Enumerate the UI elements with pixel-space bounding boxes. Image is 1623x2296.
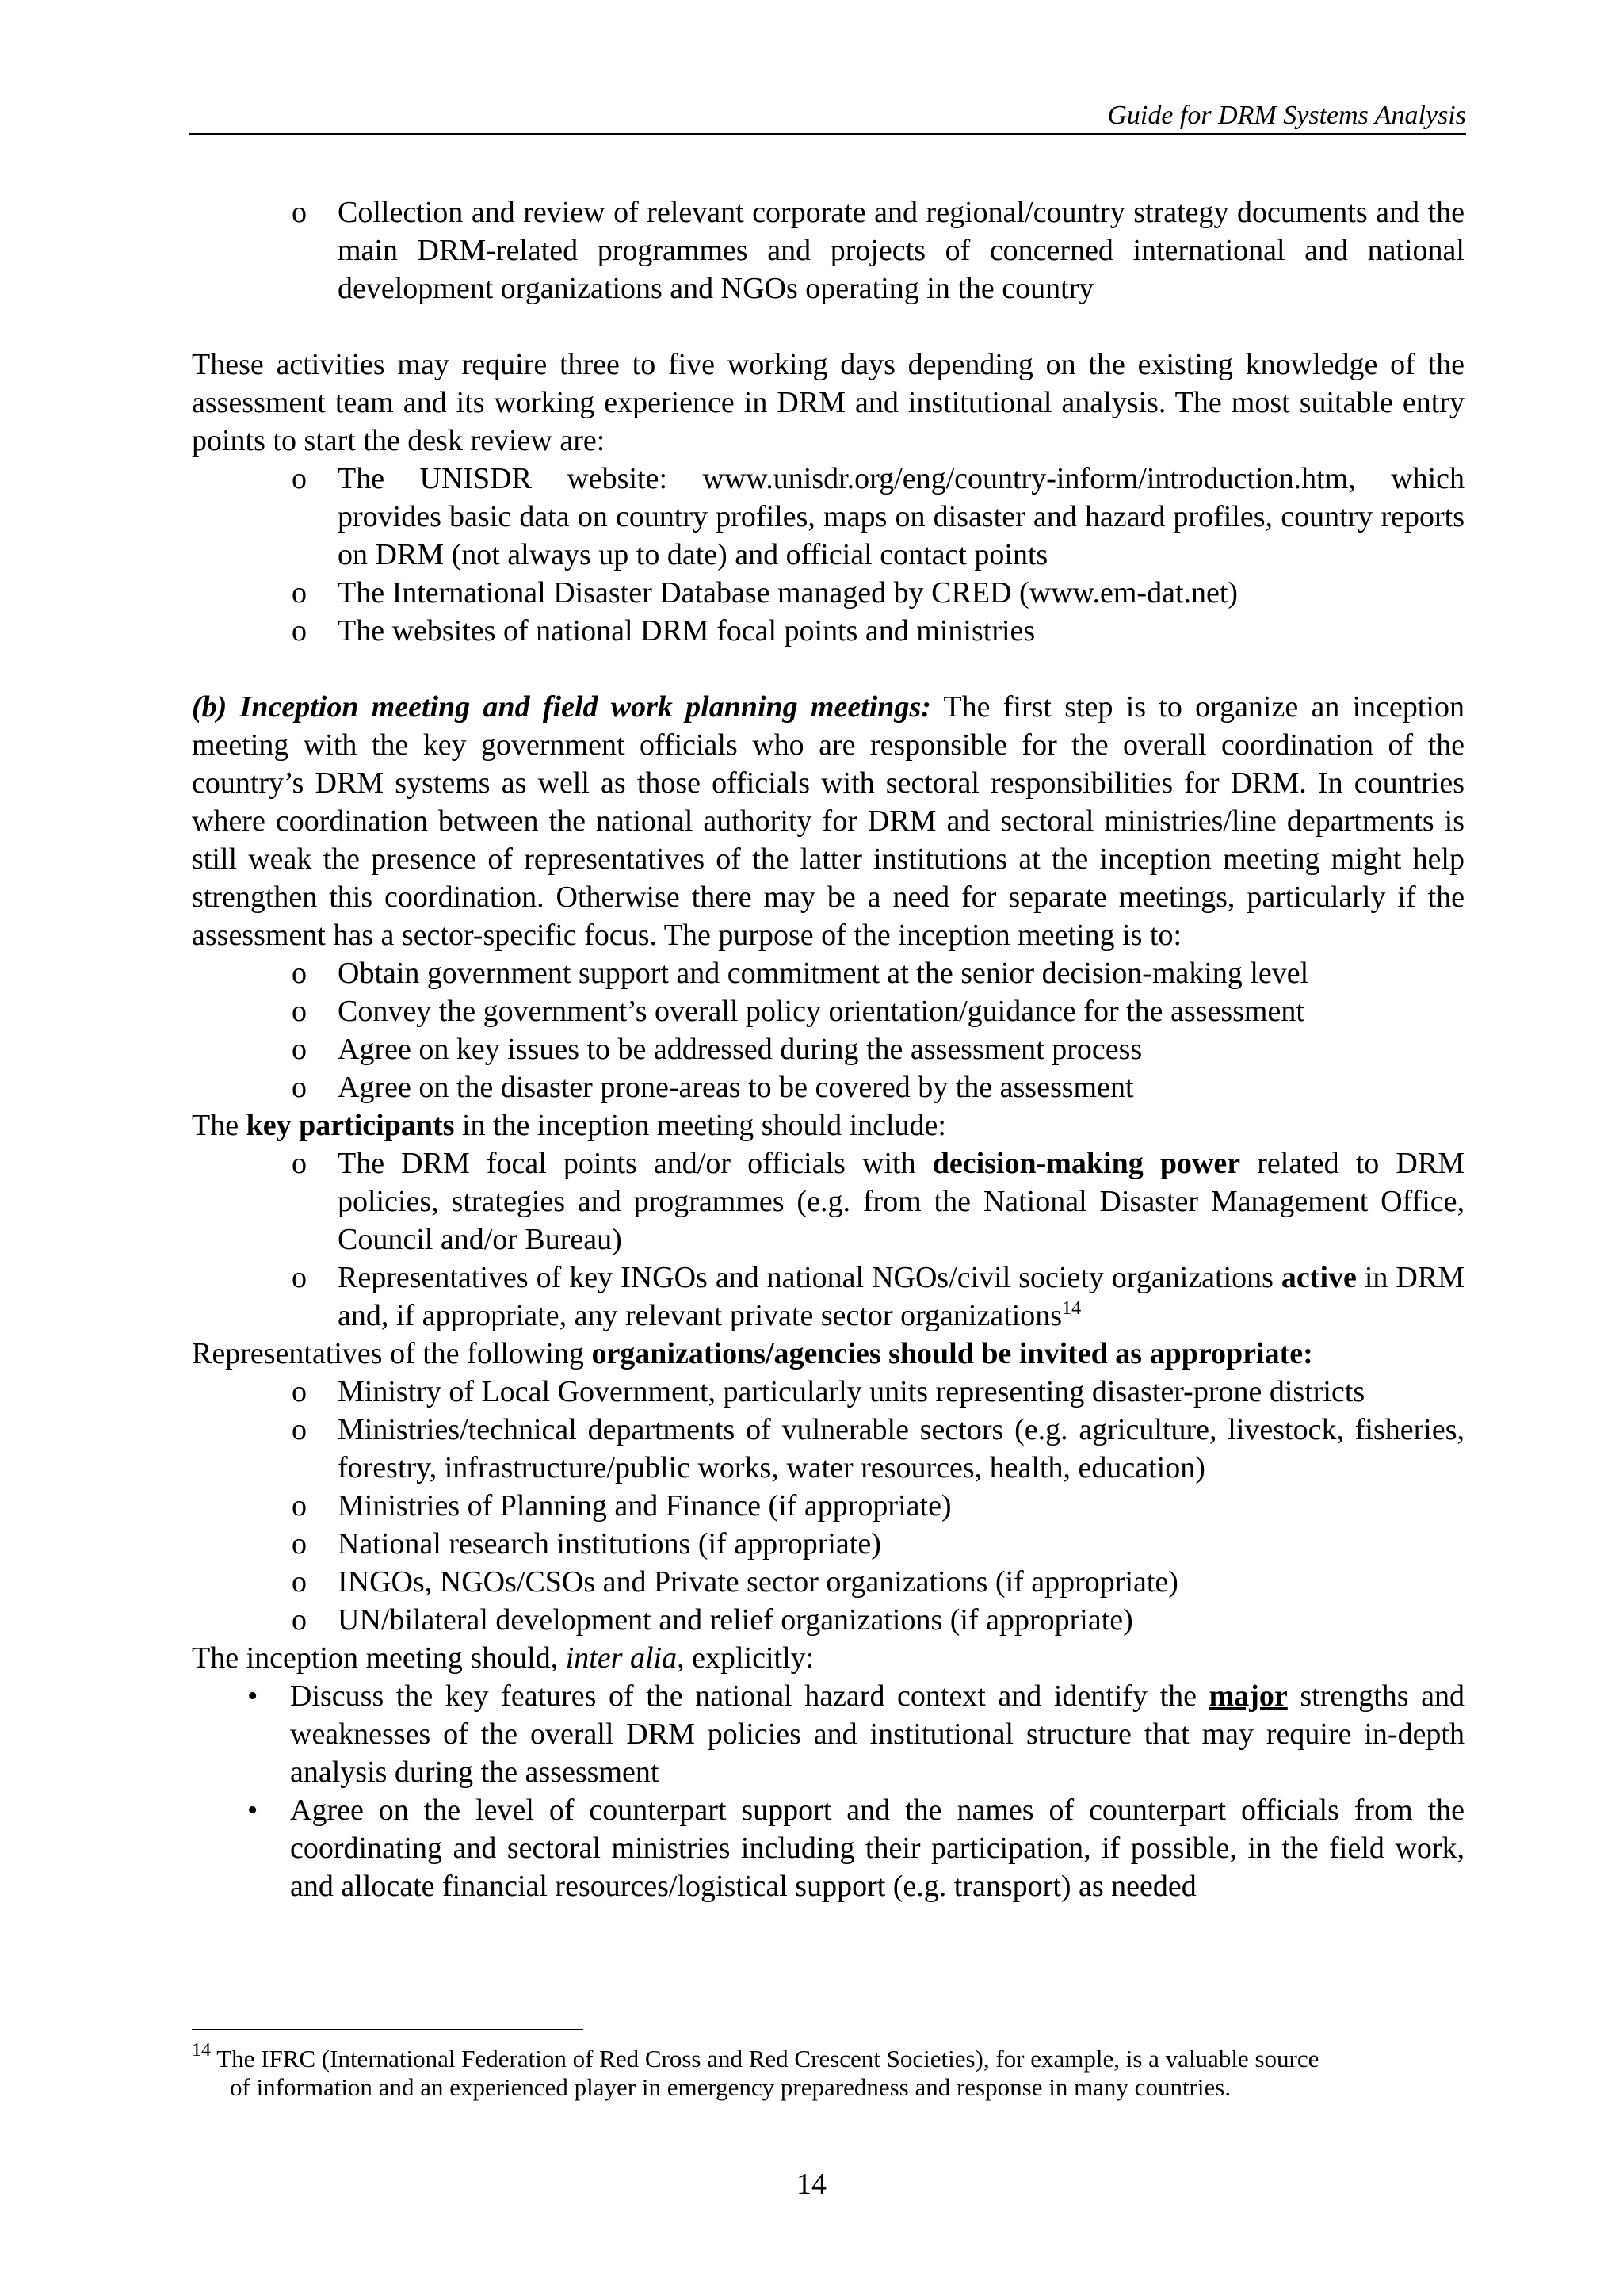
running-title: Guide for DRM Systems Analysis xyxy=(1107,101,1466,130)
list-item: o Collection and review of relevant corporate and regional/country strategy documents and the main DRM-related programmes and projects of concerned international and national development organizations and NGOs operating in the country xyxy=(192,193,1465,308)
footnote-number: 14 xyxy=(192,2040,211,2061)
list-marker: o xyxy=(292,1527,307,1561)
list-item: o Agree on key issues to be addressed during the assessment process xyxy=(192,1030,1465,1068)
list-item: o UN/bilateral development and relief organizations (if appropriate) xyxy=(192,1601,1465,1639)
invite-list xyxy=(192,1373,1465,1639)
list-item: o The UNISDR website: www.unisdr.org/eng/country-inform/introduction.htm, which provides basic data on country profiles, maps on disaster and hazard profiles, country reports on DRM (not always up to date) and official contact points xyxy=(192,460,1465,574)
page-body xyxy=(192,193,1465,1905)
list-marker: o xyxy=(292,1071,307,1104)
desk-review-paragraph: These activities may require three to five working days depending on the existing knowledge of the assessment team and its working experience in DRM and institutional analysis. The most suitable entry points to start the desk review are: xyxy=(192,348,1465,457)
list-marker: o xyxy=(292,462,307,495)
footnote-separator xyxy=(192,2029,583,2030)
list-item: o Convey the government’s overall policy orientation/guidance for the assessment xyxy=(192,992,1465,1030)
list-item: o Agree on the disaster prone-areas to be covered by the assessment xyxy=(192,1068,1465,1106)
explicit-list xyxy=(192,1677,1465,1905)
list-item: o The websites of national DRM focal points and ministries xyxy=(192,612,1465,650)
list-item: o Ministries/technical departments of vulnerable sectors (e.g. agriculture, livestock, fisheries, forestry, infrastructure/public works, water resources, health, education) xyxy=(192,1411,1465,1487)
list-marker: o xyxy=(292,1413,307,1446)
list-item: o Ministries of Planning and Finance (if appropriate) xyxy=(192,1487,1465,1525)
list-marker: o xyxy=(292,614,307,648)
page-number: 14 xyxy=(796,2168,827,2201)
list-item: • Agree on the level of counterpart support and the names of counterpart officials from the coordinating and sectoral ministries including their participation, if possible, in the field work, and allocate financial resources/logistical support (e.g. transport) as needed xyxy=(192,1791,1465,1905)
list-marker: o xyxy=(292,1489,307,1522)
bullet-marker: • xyxy=(247,1794,258,1827)
invite-intro: Representatives of the following organizations/agencies should be invited as appropriate: xyxy=(192,1337,1313,1370)
list-marker: o xyxy=(292,1147,307,1180)
list-item: o Obtain government support and commitment at the senior decision-making level xyxy=(192,954,1465,992)
bullet-marker: • xyxy=(247,1679,258,1713)
purpose-list xyxy=(192,954,1465,1106)
list-marker: o xyxy=(292,957,307,990)
participants-list xyxy=(192,1144,1465,1335)
inception-paragraph: (b) Inception meeting and field work planning meetings: The first step is to organize an inception meeting with the key government officials who are responsible for the overall coordination of the country’s DRM systems as well as those officials with sectoral responsibilities for DRM. In countries where coordination between the national authority for DRM and sectoral ministries/line departments is still weak the presence of representatives of the latter institutions at the inception meeting might help strengthen this coordination. Otherwise there may be a need for separate meetings, particularly if the assessment has a sector-specific focus. The purpose of the inception meeting is to: xyxy=(192,690,1465,952)
participants-intro: The key participants in the inception meeting should include: xyxy=(192,1109,946,1142)
explicit-intro: The inception meeting should, inter alia, explicitly: xyxy=(192,1641,815,1675)
list-marker: o xyxy=(292,1603,307,1637)
list-item: o The DRM focal points and/or officials with decision-making power related to DRM policies, strategies and programmes (e.g. from the National Disaster Management Office, Council and/or Bureau) xyxy=(192,1144,1465,1259)
list-item: o Representatives of key INGOs and national NGOs/civil society organizations active in DRM and, if appropriate, any relevant private sector organizations$^{14}$ xyxy=(192,1259,1465,1335)
list-marker: o xyxy=(292,1375,307,1408)
list-marker: o xyxy=(292,1033,307,1066)
list-marker: o xyxy=(292,1261,307,1294)
running-header xyxy=(189,94,1466,135)
list-item: o National research institutions (if appropriate) xyxy=(192,1525,1465,1563)
list-marker: o xyxy=(292,196,307,229)
list-marker: o xyxy=(292,576,307,609)
list-item: o Ministry of Local Government, particularly units representing disaster-prone districts xyxy=(192,1373,1465,1411)
desk-review-list xyxy=(192,460,1465,650)
section-heading: (b) Inception meeting and field work planning meetings: xyxy=(192,690,931,724)
list-item: o INGOs, NGOs/CSOs and Private sector organizations (if appropriate) xyxy=(192,1563,1465,1601)
intro-list xyxy=(192,193,1465,308)
list-marker: o xyxy=(292,1565,307,1599)
footnote: $^{14}$ The IFRC (International Federation of Red Cross and Red Crescent Societies), for example, is a valuable source of information and an experienced player in emergency preparedness and response in many countries. xyxy=(192,2040,1319,2101)
list-marker: o xyxy=(292,995,307,1028)
list-item: o The International Disaster Database managed by CRED (www.em-dat.net) xyxy=(192,574,1465,612)
list-item: • Discuss the key features of the national hazard context and identify the major strengths and weaknesses of the overall DRM policies and institutional structure that may require in-depth analysis during the assessment xyxy=(192,1677,1465,1791)
footnote-reference[interactable]: 14 xyxy=(1062,1298,1082,1319)
